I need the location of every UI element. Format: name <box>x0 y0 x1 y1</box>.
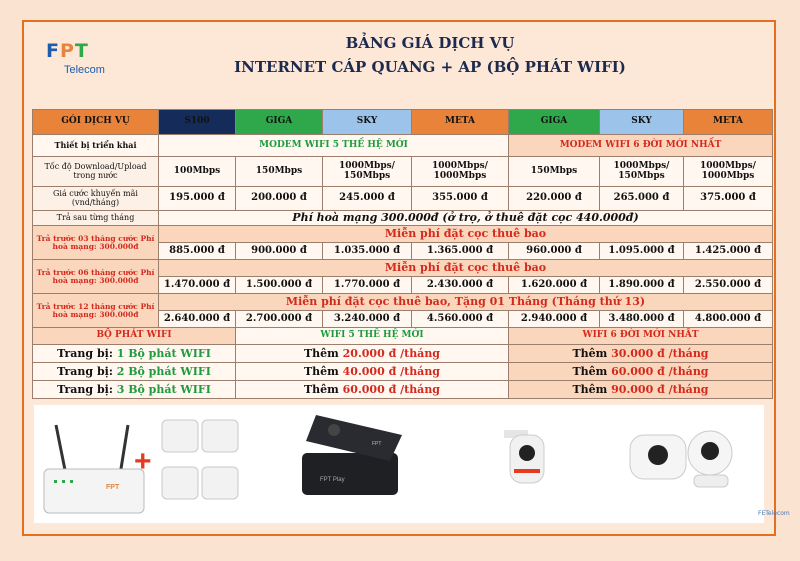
col-header-label: GÓI DỊCH VỤ <box>33 110 159 135</box>
ap-count-prefix: Trang bị: <box>57 382 113 396</box>
prepay-12-price: 4.800.000 đ <box>684 311 773 328</box>
ap-wifi6-header: WIFI 6 ĐỜI MỚI NHẤT <box>509 328 773 345</box>
indoor-security-camera-icon <box>630 431 732 487</box>
prepay-6-price: 1.470.000 đ <box>159 277 236 294</box>
price-table <box>32 109 773 399</box>
prepay-6-note-row <box>33 260 773 277</box>
equipment-label: Thiết bị triển khai <box>33 135 159 157</box>
prepay-3-note-row <box>33 226 773 243</box>
ap-wifi6-price-cell <box>509 345 773 363</box>
tv-box-and-remote-icon <box>302 415 402 495</box>
prepay-3-price: 900.000 đ <box>236 243 323 260</box>
monthly-row <box>33 211 773 226</box>
prepay-12-price: 4.560.000 đ <box>412 311 509 328</box>
plan-header-s100: S100 <box>159 110 236 135</box>
promo-price-cell: 355.000 đ <box>412 187 509 211</box>
logo-subtitle: Telecom <box>64 64 105 76</box>
ap-row <box>33 345 773 363</box>
ap-count: 2 Bộ phát WIFI <box>116 364 211 378</box>
promo-price-cell: 220.000 đ <box>509 187 600 211</box>
fpt-logo-letters <box>46 40 126 62</box>
speed-cell: 1000Mbps/ 150Mbps <box>323 157 412 187</box>
logo-letter-f: F <box>46 40 60 62</box>
title-line-1: BẢNG GIÁ DỊCH VỤ <box>345 34 515 52</box>
ap-wifi6-price: 90.000 đ /tháng <box>611 382 709 396</box>
prepay-6-price: 1.770.000 đ <box>323 277 412 294</box>
plan-header-meta-wifi6: META <box>684 110 773 135</box>
prepay-6-price: 1.890.000 đ <box>600 277 684 294</box>
ap-count-prefix: Trang bị: <box>57 346 113 360</box>
ap-row <box>33 363 773 381</box>
ap-add-label: Thêm <box>303 364 339 378</box>
ap-add-label: Thêm <box>303 346 339 360</box>
ap-wifi5-price: 60.000 đ /tháng <box>342 382 441 396</box>
plan-header-sky-wifi5: SKY <box>323 110 412 135</box>
equipment-row <box>33 135 773 157</box>
prepay-6-note: Miễn phí đặt cọc thuê bao <box>159 260 773 277</box>
prepay-6-price: 2.430.000 đ <box>412 277 509 294</box>
ap-wifi6-price-cell <box>509 363 773 381</box>
promo-price-cell: 195.000 đ <box>159 187 236 211</box>
plan-header-giga-wifi5: GIGA <box>236 110 323 135</box>
prepay-6-price: 1.620.000 đ <box>509 277 600 294</box>
logo-letter-t: T <box>74 40 89 62</box>
promo-price-cell: 200.000 đ <box>236 187 323 211</box>
ap-count-cell <box>33 381 236 399</box>
speed-cell: 100Mbps <box>159 157 236 187</box>
equipment-wifi5: MODEM WIFI 5 THẾ HỆ MỚI <box>159 135 509 157</box>
ap-wifi6-price-cell <box>509 381 773 399</box>
promo-price-row <box>33 187 773 211</box>
speed-cell: 150Mbps <box>509 157 600 187</box>
prepay-3-price: 1.035.000 đ <box>323 243 412 260</box>
prepay-6-price: 2.550.000 đ <box>684 277 773 294</box>
ap-header-label: BỘ PHÁT WIFI <box>33 328 236 345</box>
router-brand-label: FPT <box>106 484 120 491</box>
plan-header-meta-wifi5: META <box>412 110 509 135</box>
ap-wifi5-price: 40.000 đ /tháng <box>342 364 441 378</box>
logo-letter-p: P <box>59 40 75 62</box>
prepay-12-price: 2.700.000 đ <box>236 311 323 328</box>
ap-wifi5-price: 20.000 đ /tháng <box>342 346 441 360</box>
ap-count: 3 Bộ phát WIFI <box>116 382 211 396</box>
prepay-3-price: 960.000 đ <box>509 243 600 260</box>
speed-cell: 1000Mbps/ 150Mbps <box>600 157 684 187</box>
promo-label: Giá cước khuyến mãi (vnd/tháng) <box>33 187 159 211</box>
promo-price-cell: 375.000 đ <box>684 187 773 211</box>
ap-count-cell <box>33 345 236 363</box>
prepay-3-price: 1.425.000 đ <box>684 243 773 260</box>
prepay-12-note: Miễn phí đặt cọc thuê bao, Tặng 01 Tháng (Tháng thứ 13) <box>159 294 773 311</box>
prepay-12-price: 2.940.000 đ <box>509 311 600 328</box>
speed-cell: 1000Mbps/ 1000Mbps <box>684 157 773 187</box>
prepay-3-price: 1.095.000 đ <box>600 243 684 260</box>
product-photos <box>34 405 764 523</box>
prepay-12-price: 3.240.000 đ <box>323 311 412 328</box>
ap-add-label: Thêm <box>303 382 339 396</box>
fpt-telecom-logo <box>46 40 126 88</box>
ap-count: 1 Bộ phát WIFI <box>116 346 211 360</box>
prepay-12-price: 3.480.000 đ <box>600 311 684 328</box>
speed-row <box>33 157 773 187</box>
modem-router-icon <box>44 425 144 513</box>
mesh-wifi-access-points-icon <box>162 420 238 499</box>
ap-count-prefix: Trang bị: <box>57 364 113 378</box>
poster-title <box>200 34 660 76</box>
prepay-12-price: 2.640.000 đ <box>159 311 236 328</box>
table-header-row <box>33 110 773 135</box>
speed-label: Tốc độ Download/Upload trong nước <box>33 157 159 187</box>
remote-label: FPT <box>372 441 382 447</box>
promo-price-cell: 265.000 đ <box>600 187 684 211</box>
promo-price-cell: 245.000 đ <box>323 187 412 211</box>
ap-wifi5-header: WIFI 5 THẾ HỆ MỚI <box>236 328 509 345</box>
prepay-3-label: Trả trước 03 tháng cước Phí hoà mạng: 300.000đ <box>33 226 159 260</box>
ap-wifi6-price: 60.000 đ /tháng <box>611 364 709 378</box>
outdoor-security-camera-icon <box>504 430 544 483</box>
plan-header-giga-wifi6: GIGA <box>509 110 600 135</box>
product-photos-svg <box>34 405 764 523</box>
ap-wifi5-price-cell <box>236 345 509 363</box>
title-line-2: INTERNET CÁP QUANG + AP (BỘ PHÁT WIFI) <box>234 58 626 76</box>
monthly-label: Trả sau từng tháng <box>33 211 159 226</box>
ap-add-label: Thêm <box>572 346 608 360</box>
ap-wifi5-price-cell <box>236 363 509 381</box>
ap-row <box>33 381 773 399</box>
prepay-3-price: 885.000 đ <box>159 243 236 260</box>
prepay-3-price: 1.365.000 đ <box>412 243 509 260</box>
prepay-6-price: 1.500.000 đ <box>236 277 323 294</box>
ap-header-row <box>33 328 773 345</box>
ap-wifi6-price: 30.000 đ /tháng <box>611 346 709 360</box>
prepay-6-label: Trả trước 06 tháng cước Phí hoà mạng: 300.000đ <box>33 260 159 294</box>
monthly-note: Phí hoà mạng 300.000đ (ở trọ, ở thuê đặt cọc 440.000đ) <box>159 211 773 226</box>
plan-header-sky-wifi6: SKY <box>600 110 684 135</box>
prepay-12-label: Trả trước 12 tháng cước Phí hoà mạng: 300.000đ <box>33 294 159 328</box>
tvbox-label: FPT Play <box>320 477 345 483</box>
ap-count-cell <box>33 363 236 381</box>
prepay-3-note: Miễn phí đặt cọc thuê bao <box>159 226 773 243</box>
speed-cell: 150Mbps <box>236 157 323 187</box>
equipment-wifi6: MODEM WIFI 6 ĐỜI MỚI NHẤT <box>509 135 773 157</box>
speed-cell: 1000Mbps/ 1000Mbps <box>412 157 509 187</box>
ap-add-label: Thêm <box>572 364 608 378</box>
ap-add-label: Thêm <box>572 382 608 396</box>
plus-icon: + <box>134 445 152 478</box>
corner-watermark: FETelecom <box>758 510 790 517</box>
ap-wifi5-price-cell <box>236 381 509 399</box>
prepay-12-note-row <box>33 294 773 311</box>
